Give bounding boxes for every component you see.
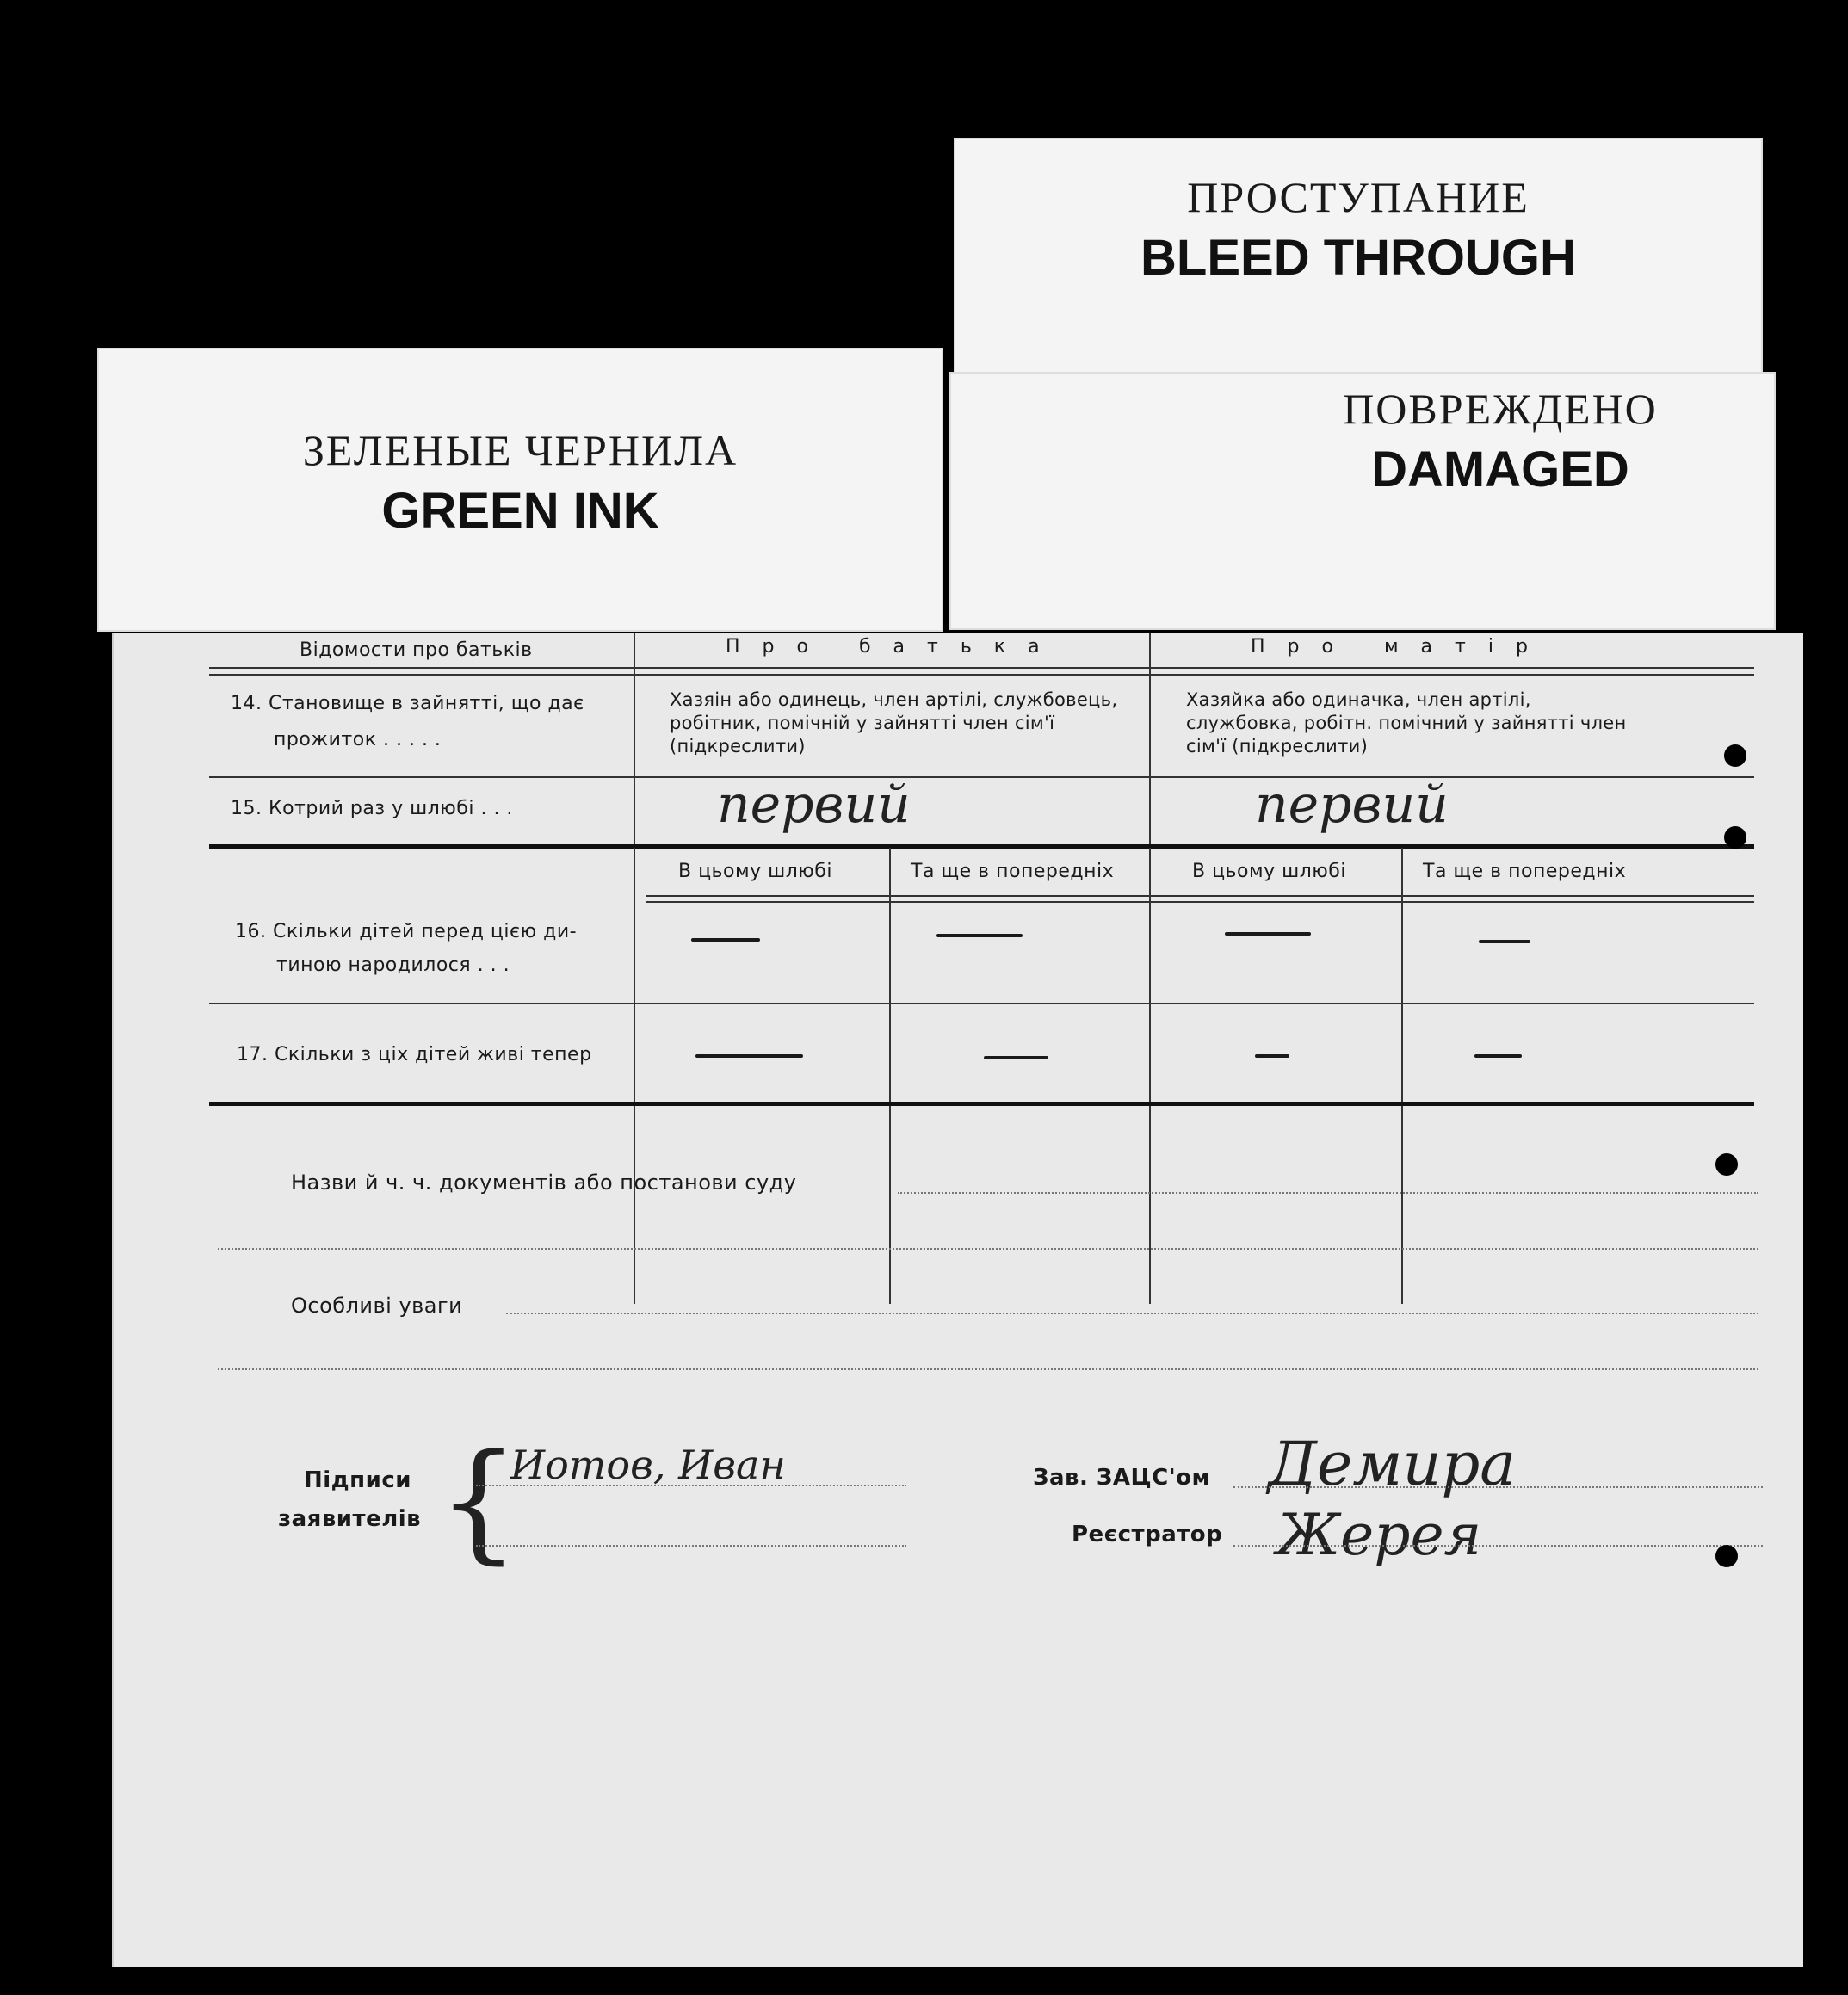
documents-line-2 — [218, 1248, 1758, 1250]
green-ink-card — [97, 348, 943, 632]
registrar-line — [1233, 1545, 1763, 1547]
row16-label-1: 16. Скільки дітей перед цією ди- — [235, 921, 578, 942]
col-divider-m2 — [1401, 848, 1403, 1304]
row17-m-this-dash — [1255, 1054, 1289, 1058]
remarks-line-2 — [218, 1368, 1758, 1370]
row17-m-prev-dash — [1474, 1054, 1522, 1058]
remarks-line-1 — [506, 1312, 1758, 1314]
subheader-line-2 — [646, 901, 1754, 903]
binder-hole-3 — [1715, 1153, 1738, 1176]
binder-hole-2 — [1724, 826, 1746, 849]
row17-f-prev-dash — [984, 1056, 1048, 1059]
header-mother: Про матір — [1251, 636, 1550, 658]
row16-bottom-line — [209, 1003, 1754, 1004]
col-divider-1b — [634, 848, 635, 1304]
sub-this-marriage-m: В цьому шлюбі — [1192, 861, 1346, 882]
row17-bottom-line — [209, 1102, 1754, 1106]
sub-this-marriage-f: В цьому шлюбі — [678, 861, 832, 882]
head-line — [1233, 1486, 1763, 1488]
row16-f-prev-dash — [936, 934, 1023, 937]
documents-line-1 — [898, 1192, 1758, 1194]
row14-mother-text: Хазяйка або одиначка, член артілі, службовка, робітн. помічний у зайнятті член сім'ї (підкреслити) — [1186, 689, 1627, 757]
head-label: Зав. ЗАЦС'ом — [1033, 1465, 1211, 1491]
col-divider-2 — [1149, 633, 1151, 848]
sub-previous-m: Та ще в попередніх — [1423, 861, 1627, 882]
bleed-through-en: BLEED THROUGH — [1140, 230, 1576, 286]
applicant-signature: Иотов, Иван — [510, 1442, 786, 1488]
row16-f-this-dash — [691, 938, 760, 942]
applicant-line-1 — [476, 1485, 906, 1486]
green-ink-ru: ЗЕЛЕНЫЕ ЧЕРНИЛА — [302, 426, 739, 474]
header-bottom-line-2 — [209, 674, 1754, 676]
header-bottom-line — [209, 667, 1754, 669]
binder-hole-4 — [1715, 1545, 1738, 1567]
damaged-card — [949, 372, 1776, 630]
col-divider-f2 — [889, 848, 891, 1304]
sub-previous-f: Та ще в попередніх — [911, 861, 1115, 882]
remarks-label: Особливі уваги — [291, 1294, 463, 1318]
applicants-label-2: заявителів — [278, 1506, 422, 1532]
header-father: Про батька — [726, 636, 1062, 658]
applicants-label-1: Підписи — [304, 1467, 411, 1493]
applicant-line-2 — [476, 1545, 906, 1547]
row17-f-this-dash — [695, 1054, 803, 1058]
row15-father-value: первий — [717, 775, 911, 835]
subheader-line — [646, 895, 1754, 897]
registry-form — [112, 633, 1803, 1967]
damaged-en: DAMAGED — [1371, 442, 1629, 497]
bleed-through-card — [954, 138, 1763, 377]
row15-mother-value: первий — [1255, 775, 1449, 835]
damaged-ru: ПОВРЕЖДЕНО — [1343, 385, 1658, 433]
row14-label-1: 14. Становище в зайнятті, що дає — [231, 693, 584, 714]
applicants-brace: { — [437, 1427, 520, 1577]
binder-hole-1 — [1724, 744, 1746, 767]
green-ink-en: GREEN INK — [381, 483, 659, 539]
col-divider-1 — [634, 633, 635, 848]
row16-m-this-dash — [1225, 932, 1311, 936]
row14-father-text: Хазяін або одинець, член артілі, службовець, робітник, помічній у зайнятті член сім'ї (підкреслити) — [670, 689, 1118, 757]
documents-label: Назви й ч. ч. документів або постанови суду — [291, 1170, 797, 1195]
registrar-signature: Жерея — [1276, 1502, 1482, 1568]
row16-label-2: тиною народилося . . . — [276, 954, 510, 976]
row14-label-2: прожиток . . . . . — [274, 729, 442, 750]
bleed-through-ru: ПРОСТУПАНИЕ — [1187, 173, 1530, 221]
row16-m-prev-dash — [1479, 940, 1530, 943]
registrar-label: Реєстратор — [1072, 1522, 1223, 1547]
header-info: Відомости про батьків — [300, 639, 533, 661]
row17-label: 17. Скільки з ціх дітей живі тепер — [237, 1044, 592, 1065]
row15-bottom-line — [209, 844, 1754, 849]
col-divider-2b — [1149, 848, 1151, 1304]
row14-bottom-line — [209, 776, 1754, 778]
head-signature: Демира — [1268, 1429, 1516, 1499]
row15-label: 15. Котрий раз у шлюбі . . . — [231, 798, 513, 819]
